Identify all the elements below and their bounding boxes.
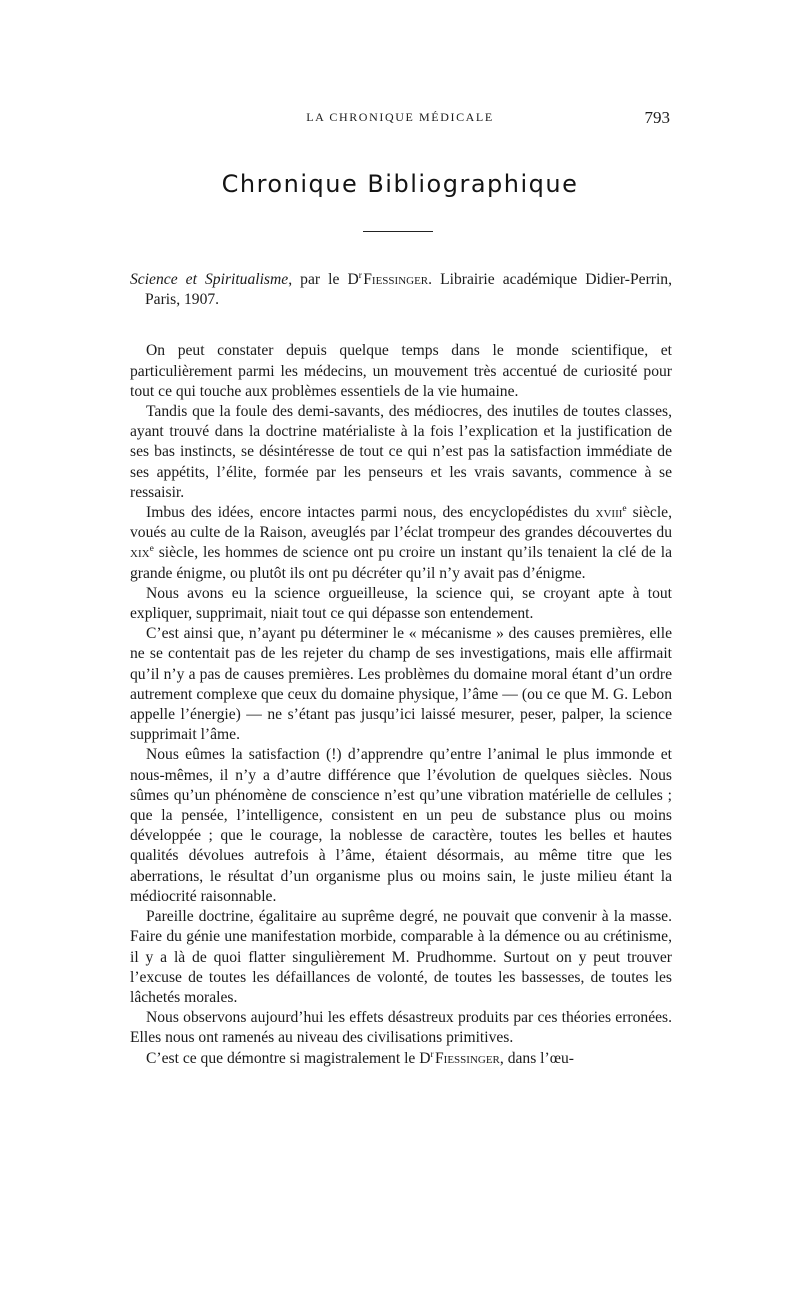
paragraph-6: Nous eûmes la satisfaction (!) d’apprendre qu’entre l’animal le plus immonde et nous-mêmes, il n’y a d’autre différence que l’évolution de quelques siècles. Nous sûmes qu’un phénomène de conscience n’est qu’une vibration matérielle de cellules ; que la pensée, l’intelligence, consistent en un peu de substance plus ou moins développée ; que le courage, la noblesse de caractère, toutes les belles et hautes qualités dévolues autrefois à l’âme, étaient désormais, au même titre que les aberrations, le résultat d’un organisme plus ou moins sain, le juste milieu étant la médiocrité raisonnable. [130,746,672,905]
p9-author-name: Fiessinger [434,1049,500,1067]
book-by: , par le [288,271,348,288]
p3-text-b: siècle, voués au culte de la Raison, aveuglés par l’éclat trompeur des grandes découvertes du [130,504,672,542]
p9-text: C’est ce que démontre si magistralement le [146,1049,420,1067]
section-title: Chronique Bibliographique [221,170,579,198]
page-number: 793 [644,108,670,127]
paragraph-9 [130,1049,672,1069]
p9-author-prefix: D [419,1049,431,1067]
p9-author-prefix-sup: r [430,1049,434,1060]
running-title: LA CHRONIQUE MÉDICALE [306,110,494,124]
p3-text-c: siècle, les hommes de science ont pu croire un instant qu’ils tenaient la clé de la grande énigme, ou plutôt ils ont pu décréter qu’il n’y avait pas d’énigme. [130,544,672,582]
century-19-sup: e [149,544,154,555]
publisher-info: . Librairie académique Didier-Perrin, Paris, 1907. [145,271,672,309]
paragraph-5: C’est ainsi que, n’ayant pu déterminer le « mécanisme » des causes premières, elle ne se contentait pas de les rejeter du champ de ses investigations, mais elle affirmait qu’il n’y a pas de causes premières. Les problèmes du domaine moral étant d’un ordre autrement complexe que ceux du domaine physique, l’âme — (ou ce que M. G. Lebon appelle l’énergie) — ne s’étant pas jusqu’ici laissé mesurer, peser, palper, la science supprimait l’âme. [130,625,672,744]
century-19: xix [130,544,150,562]
paragraph-1: On peut constater depuis quelque temps dans le monde scientifique, et particulièrement parmi les médecins, un mouvement très accentué de curiosité pour tout ce qui touche aux problèmes essentiels de la vie humaine. [130,342,672,400]
paragraph-4: Nous avons eu la science orgueilleuse, la science qui, se croyant apte à tout expliquer, supprimait, niait tout ce qui dépasse son entendement. [130,584,672,623]
author-name: Fiessinger [363,271,429,288]
century-18-sup: e [622,504,627,515]
running-head [130,108,670,132]
paragraph-3 [130,503,672,584]
p3-text-a: Imbus des idées, encore intactes parmi nous, des encyclopédistes du [146,504,596,522]
paragraph-8: Nous observons aujourd’hui les effets désastreux produits par ces théories erronées. Elles nous ont ramenés au niveau des civilisations primitives. [130,1009,672,1047]
p9-tail: , dans l’œu- [499,1049,574,1067]
century-18: xviii [595,504,623,522]
paragraph-2: Tandis que la foule des demi-savants, des médiocres, des inutiles de toutes classes, ayant trouvé dans la doctrine matérialiste à la fois l’explication et la justification de ses bas instincts, se désintéresse de tout ce qui n’est pas la satisfaction immédiate de ses appétits, l’élite, formée par les penseurs et les vrais savants, commence à se ressaisir. [130,403,672,501]
paragraph-7: Pareille doctrine, égalitaire au suprême degré, ne pouvait que convenir à la masse. Faire du génie une manifestation morbide, comparable à la démence ou au crétinisme, il y a là de quoi flatter singulièrement M. Prudhomme. Surtout on y peut trouver l’excuse de toutes les défaillances de volonté, de toutes les bassesses, de toutes les lâchetés morales. [130,908,672,1006]
author-prefix-sup: r [358,271,362,281]
article-body [130,270,672,1069]
author-prefix: D [347,271,359,288]
title-divider [363,231,433,232]
spacer [130,310,672,341]
book-reference [130,270,672,310]
book-title: Science et Spiritualisme [130,271,289,288]
